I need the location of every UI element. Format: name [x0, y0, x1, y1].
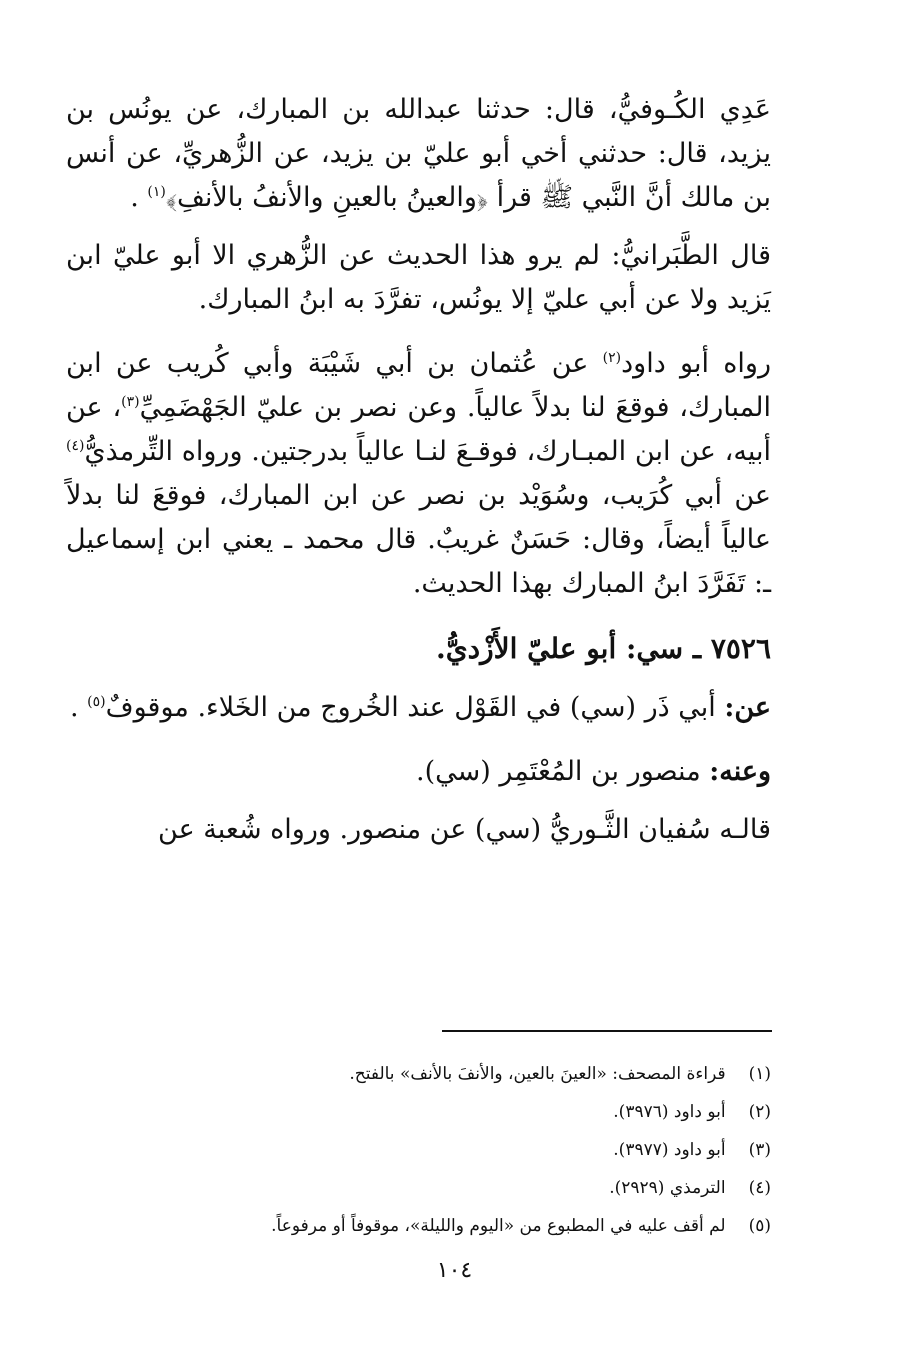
an-label: عن:	[724, 692, 771, 723]
footnote-5: (٥) لم أقف عليه في المطبوع من «اليوم والليلة»، موقوفاً أو مرفوعاً.	[271, 1216, 771, 1236]
main-text	[66, 88, 771, 852]
footnotes	[180, 1055, 771, 1245]
paragraph-an: عن: أبي ذَر (سي) في القَوْل عند الخُروج من الخَلاء. موقوفٌ$^{(٥)}$ .	[69, 692, 771, 723]
footnote-ref-1: (١)	[147, 184, 166, 200]
footnote-ref-2: (٢)	[602, 350, 622, 366]
entry-number: ٧٥٢٦ ـ	[692, 632, 771, 665]
paragraph-hadith: عَدِي الكُـوفيُّ، قال: حدثنا عبدالله بن المبارك، عن يونُس بن يزيد، قال: حدثني أخي أبو عليّ بن يزيد، عن الزُّهريِّ، عن أنس بن مالك أنَّ النَّبي ﷺ قرأ ﴿والعينُ بالعينِ والأنفُ بالأنفِ﴾$^{(١)}$ .	[66, 94, 771, 213]
footnote-1: (١) قراءة المصحف: «العينَ بالعين، والأنفَ بالأنف» بالفتح.	[349, 1064, 771, 1084]
footnote-4: (٤) الترمذي (٢٩٢٩).	[609, 1178, 771, 1198]
footnote-ref-4: (٤)	[66, 438, 85, 454]
page-number: ١٠٤	[436, 1258, 473, 1283]
footnote-3: (٣) أبو داود (٣٩٧٧).	[613, 1140, 771, 1160]
paragraph-riwayat: رواه أبو داود$^{(٢)}$ عن عُثمان بن أبي شَيْبَة وأبي كُريب عن ابن المبارك، فوقعَ لنا بدلاً عالياً. وعن نصر بن عليّ الجَهْضَمِيِّ$^{(٣)}$، عن أبيه، عن ابن المبـارك، فوقـعَ لنـا عالياً بدرجتين. ورواه التِّرمذيُّ$^{(٤)}$ عن أبي كُرَيب، وسُوَيْد بن نصر عن ابن المبارك، فوقعَ لنا بدلاً عالياً أيضاً، وقال: حَسَنٌ غريبٌ. قال محمد ـ يعني ابن إسماعيل ـ: تَفَرَّدَ ابنُ المبارك بهذا الحديث.	[66, 348, 772, 599]
footnote-divider	[442, 1030, 772, 1032]
wanhu-label: وعنه:	[709, 756, 771, 787]
entry-heading	[66, 626, 771, 672]
footnote-2: (٢) أبو داود (٣٩٧٦).	[613, 1102, 771, 1122]
footnote-ref-3: (٣)	[121, 394, 140, 410]
hadith-text: عَدِي الكُـوفيُّ، قال: حدثنا عبدالله بن المبارك، عن يونُس بن يزيد، قال: حدثني أخي أبو عليّ بن يزيد، عن الزُّهريِّ، عن أنس بن مالك أنَّ النَّبي ﷺ قرأ ﴿والعينُ بالعينِ والأنفُ بالأنفِ﴾	[66, 94, 771, 213]
paragraph-wanhu: وعنه: منصور بن المُعْتَمِر (سي).	[416, 756, 771, 787]
paragraph-tabarani: قال الطَّبَرانيُّ: لم يرو هذا الحديث عن الزُّهري الا أبو عليّ ابن يَزيد ولا عن أبي عليّ إلا يونُس، تفرَّدَ به ابنُ المبارك.	[66, 240, 771, 315]
paragraph-last: قالـه سُفيان الثَّـوريُّ (سي) عن منصور. ورواه شُعبة عن	[158, 814, 771, 845]
entry-title: سي: أبو عليّ الأَزْديُّ.	[436, 632, 684, 665]
footnote-ref-5: (٥)	[87, 694, 106, 710]
